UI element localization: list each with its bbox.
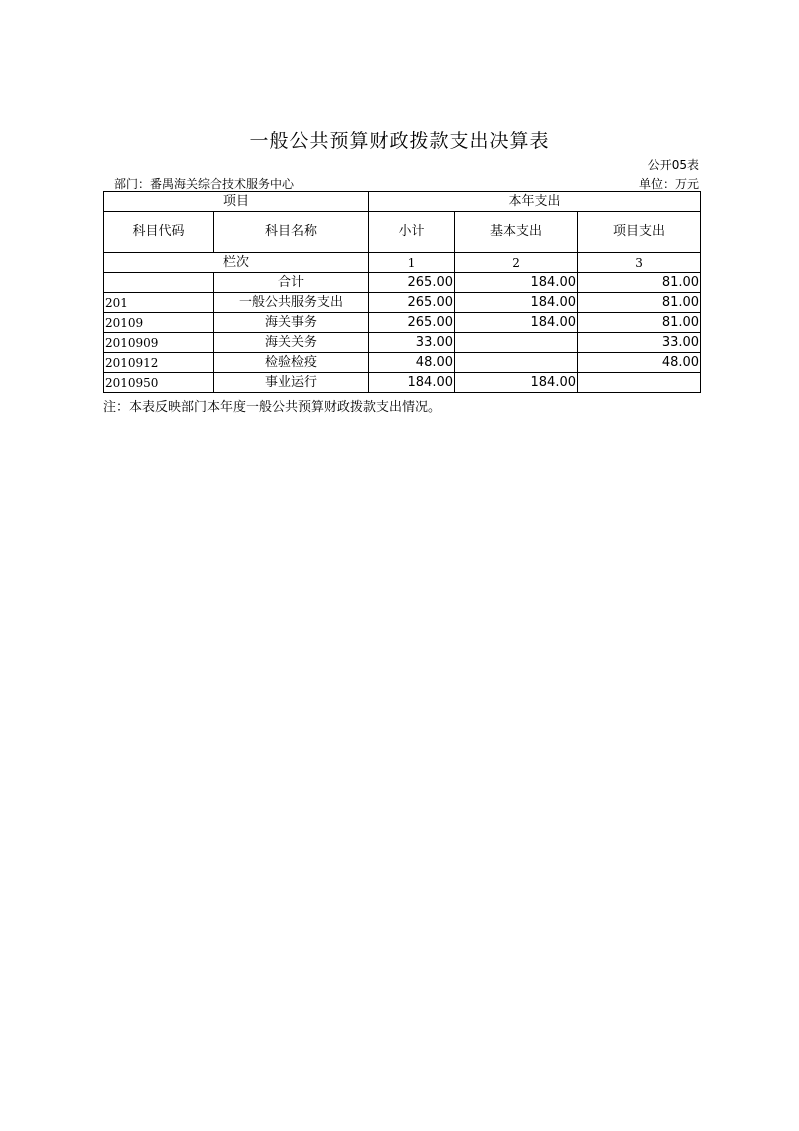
cell-name: 海关关务 bbox=[214, 333, 369, 353]
footnote: 注：本表反映部门本年度一般公共预算财政拨款支出情况。 bbox=[103, 400, 442, 415]
cell-name: 事业运行 bbox=[214, 373, 369, 393]
cell-basic bbox=[455, 333, 578, 353]
header-name: 科目名称 bbox=[214, 212, 369, 253]
department-label: 部门：番禺海关综合技术服务中心 bbox=[114, 177, 295, 191]
cell-project: 81.00 bbox=[578, 293, 701, 313]
cell-project: 81.00 bbox=[578, 273, 701, 293]
header-code: 科目代码 bbox=[104, 212, 214, 253]
header-basic: 基本支出 bbox=[455, 212, 578, 253]
cell-subtotal: 265.00 bbox=[369, 273, 455, 293]
cell-code: 201 bbox=[104, 293, 214, 313]
cell-basic: 184.00 bbox=[455, 273, 578, 293]
cell-code: 2010950 bbox=[104, 373, 214, 393]
column-index-1: 1 bbox=[369, 253, 455, 273]
cell-subtotal: 265.00 bbox=[369, 293, 455, 313]
cell-project: 48.00 bbox=[578, 353, 701, 373]
header-subtotal: 小计 bbox=[369, 212, 455, 253]
page-title: 一般公共预算财政拨款支出决算表 bbox=[249, 130, 550, 152]
cell-basic bbox=[455, 353, 578, 373]
cell-basic: 184.00 bbox=[455, 373, 578, 393]
cell-project: 33.00 bbox=[578, 333, 701, 353]
cell-subtotal: 184.00 bbox=[369, 373, 455, 393]
column-index-3: 3 bbox=[578, 253, 701, 273]
cell-code: 20109 bbox=[104, 313, 214, 333]
cell-code bbox=[104, 273, 214, 293]
cell-subtotal: 265.00 bbox=[369, 313, 455, 333]
expenditure-table bbox=[103, 191, 701, 393]
form-number: 公开05表 bbox=[647, 158, 699, 172]
header-project: 项目 bbox=[104, 192, 369, 212]
cell-name: 合计 bbox=[214, 273, 369, 293]
header-current-year: 本年支出 bbox=[369, 192, 701, 212]
table-row bbox=[104, 353, 701, 373]
cell-project bbox=[578, 373, 701, 393]
unit-label: 单位：万元 bbox=[638, 177, 699, 191]
table-row bbox=[104, 293, 701, 313]
column-index-label: 栏次 bbox=[104, 253, 369, 273]
cell-code: 2010909 bbox=[104, 333, 214, 353]
cell-code: 2010912 bbox=[104, 353, 214, 373]
cell-subtotal: 33.00 bbox=[369, 333, 455, 353]
cell-name: 检验检疫 bbox=[214, 353, 369, 373]
cell-name: 海关事务 bbox=[214, 313, 369, 333]
cell-basic: 184.00 bbox=[455, 293, 578, 313]
header-project-exp: 项目支出 bbox=[578, 212, 701, 253]
table-row bbox=[104, 313, 701, 333]
cell-basic: 184.00 bbox=[455, 313, 578, 333]
cell-project: 81.00 bbox=[578, 313, 701, 333]
cell-subtotal: 48.00 bbox=[369, 353, 455, 373]
table-row-total bbox=[104, 273, 701, 293]
table-row bbox=[104, 333, 701, 353]
cell-name: 一般公共服务支出 bbox=[214, 293, 369, 313]
table-row bbox=[104, 373, 701, 393]
column-index-2: 2 bbox=[455, 253, 578, 273]
